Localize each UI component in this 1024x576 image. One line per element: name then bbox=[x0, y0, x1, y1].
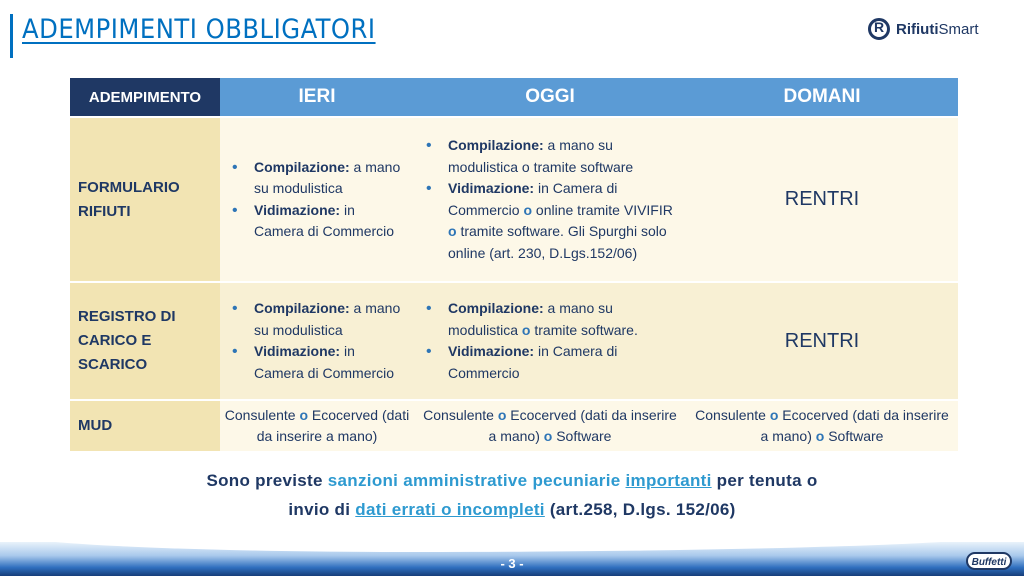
cell-formulario-ieri bbox=[220, 117, 414, 282]
row-label-formulario: FORMULARIO RIFIUTI bbox=[70, 117, 220, 282]
list-item: • Vidimazione: in Camera di Commercio bbox=[254, 341, 406, 384]
logo-mark-icon bbox=[868, 18, 890, 40]
cell-formulario-domani: RENTRI bbox=[686, 117, 958, 282]
rifiutismart-logo bbox=[868, 18, 979, 40]
table-header-row bbox=[70, 78, 958, 117]
list-item: • Compilazione: a mano su modulistica bbox=[254, 157, 406, 200]
table-row-formulario bbox=[70, 117, 958, 282]
list-item: • Vidimazione: in Camera di Commercio bbox=[254, 200, 406, 243]
table-row-mud bbox=[70, 400, 958, 451]
list-item: • Vidimazione: in Camera di Commercio o online tramite VIVIFIR o tramite software. Gli Spurghi solo online (art. 230, D.Lgs.152/06) bbox=[448, 178, 678, 264]
cell-mud-oggi: Consulente o Ecocerved (dati da inserire a mano) o Software bbox=[414, 400, 686, 451]
page-title: ADEMPIMENTI OBBLIGATORI bbox=[22, 14, 376, 45]
row-label-mud: MUD bbox=[70, 400, 220, 451]
cell-mud-domani: Consulente o Ecocerved (dati da inserire a mano) o Software bbox=[686, 400, 958, 451]
row-label-registro: REGISTRO DI CARICO E SCARICO bbox=[70, 282, 220, 400]
list-item: • Vidimazione: in Camera di Commercio bbox=[448, 341, 678, 384]
logo-text: RifiutiSmart bbox=[896, 20, 979, 38]
table-row-registro bbox=[70, 282, 958, 400]
list-item: • Compilazione: a mano su modulistica bbox=[254, 298, 406, 341]
list-item: • Compilazione: a mano su modulistica o tramite software. bbox=[448, 298, 678, 341]
title-accent-bar bbox=[10, 14, 13, 58]
header-adempimento: ADEMPIMENTO bbox=[70, 78, 220, 117]
cell-registro-oggi bbox=[414, 282, 686, 400]
buffetti-logo: Buffetti bbox=[966, 552, 1012, 570]
list-item: • Compilazione: a mano su modulistica o tramite software bbox=[448, 135, 678, 178]
page-number: - 3 - bbox=[500, 556, 524, 571]
cell-registro-domani: RENTRI bbox=[686, 282, 958, 400]
cell-formulario-oggi bbox=[414, 117, 686, 282]
header-ieri: IERI bbox=[220, 78, 414, 117]
cell-mud-ieri: Consulente o Ecocerved (dati da inserire a mano) bbox=[220, 400, 414, 451]
sanctions-note: Sono previste sanzioni amministrative pecuniarie importanti per tenuta o invio di dati errati o incompleti (art.258, D.lgs. 152/06) bbox=[206, 471, 818, 519]
header-domani: DOMANI bbox=[686, 78, 958, 117]
obligations-table bbox=[70, 78, 958, 451]
cell-registro-ieri bbox=[220, 282, 414, 400]
header-oggi: OGGI bbox=[414, 78, 686, 117]
